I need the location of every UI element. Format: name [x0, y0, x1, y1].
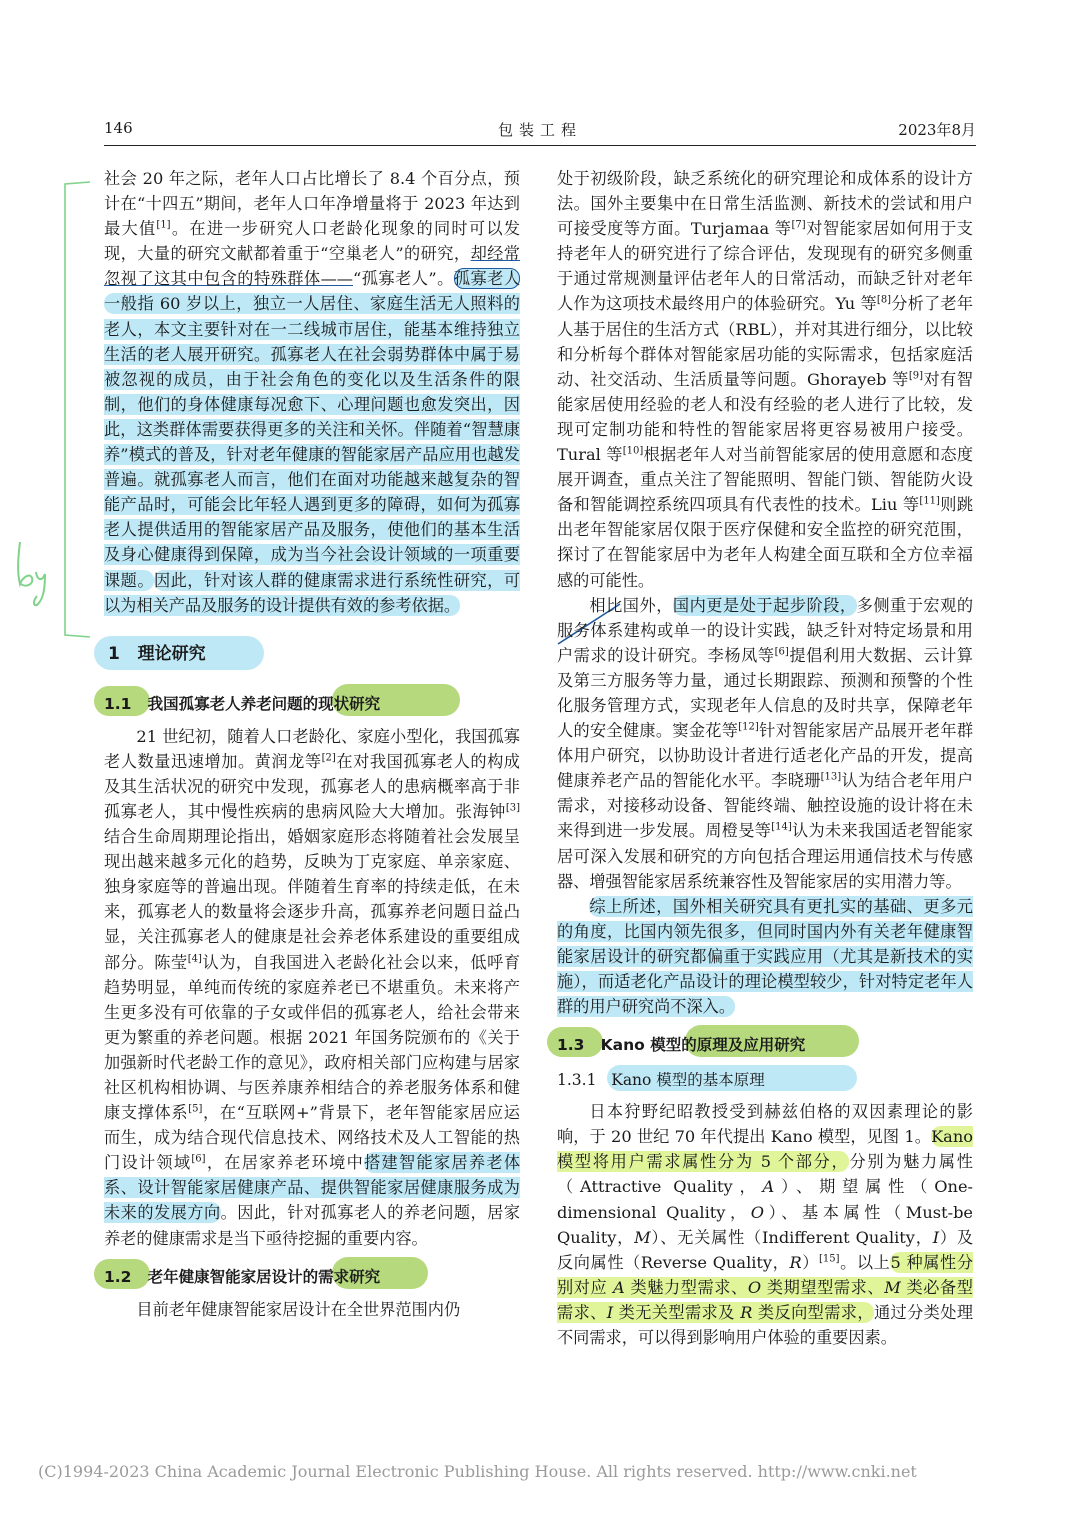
citation: [3] — [505, 802, 520, 814]
page-number: 146 — [104, 119, 133, 137]
highlighted-phrase: Kano 模型将用户需求属性分为 5 个部分， — [557, 1127, 973, 1172]
citation: [9] — [908, 370, 923, 382]
page-header — [104, 119, 976, 146]
section-heading-1-1: 1.1 我国孤寡老人养老问题的现状研究 — [104, 684, 520, 714]
issue-date: 2023年8月 — [898, 121, 976, 139]
citation: [6] — [191, 1153, 206, 1165]
highlighted-sentence: 因此，针对该人群的健康需求进行系统性研究，可以为相关产品及服务的设计提供有效的参考依据。 — [104, 570, 521, 615]
copyright-footer: (C)1994-2023 China Academic Journal Electronic Publishing House. All rights reserved. http://www.cnki.net — [38, 1462, 917, 1481]
highlighted-sentence: 综上所述，国外相关研究具有更扎实的基础、更多元的角度，比国内领先很多，但同时国内外有关老年健康智能家居设计的研究都偏重于实践应用（尤其是新技术的实施），而适老化产品设计的理论模型较少，针对特定老年人群的用户研究尚不深入。 — [557, 896, 973, 1017]
citation: [11] — [919, 495, 940, 507]
highlighted-sentence: 搭建智能家居养老体系、设计智能家居健康产品、提供智能家居健康服务成为未来的发展方向 — [104, 1153, 521, 1223]
section-heading-1-3: 1.3 Kano 模型的原理及应用研究 — [557, 1025, 973, 1055]
citation: [4] — [187, 953, 202, 965]
section-heading-1-2: 1.2 老年健康智能家居设计的需求研究 — [104, 1257, 520, 1287]
paragraph: 相比国外，国内更是处于起步阶段，多侧重于宏观的服务体系建构或单一的设计实践，缺乏针对特定场景和用户需求的设计研究。李杨凤等[6]提倡利用大数据、云计算及第三方服务等力量，通过长期跟踪、预测和预警的个性化服务管理方式，实现老年人信息的及时共享，保障老年人的安全健康。窦金花等[12]针对智能家居产品展开老年群体用户研究，以协助设计者进行适老化产品的开发，提高健康养老产品的智能化水平。李晓珊[13]认为结合老年用户需求，对接移动设备、智能终端、触控设施的设计将在未来得到进一步发展。周橙旻等[14]认为未来我国适老智能家居可深入发展和研究的方向包括合理运用通信技术与传感器、增强智能家居系统兼容性及智能家居的实用潜力等。 — [557, 595, 974, 891]
citation: [2] — [321, 752, 336, 764]
boxed-term: 孤寡老人 — [453, 269, 521, 289]
paragraph: 21 世纪初，随着人口老龄化、家庭小型化，我国孤寡老人数量迅速增加。黄润龙等[2]在对我国孤寡老人的构成及其生活状况的研究中发现，孤寡老人的患病概率高于非孤寡老人，其中慢性疾病的患病风险大大增加。张海钟[3]结合生命周期理论指出，婚姻家庭形态将随着社会发展呈现出越来越多元化的趋势，反映为丁克家庭、单亲家庭、独身家庭等的普遍出现。伴随着生育率的持续走低，在未来，孤寡老人的数量将会逐步升高，孤寡养老问题日益凸显，关注孤寡老人的健康是社会养老体系建设的重要组成部分。陈莹[4]认为，自我国进入老龄化社会以来，低呼育趋势明显，单纯而传统的家庭养老已不堪重负。未来将产生更多没有可依靠的子女或伴侣的孤寡老人，给社会带来更为繁重的养老问题。根据 2021 年国务院颁布的《关于加强新时代老龄工作的意见》，政府相关部门应构建与居家社区机构相协调、与医养康养相结合的养老服务体系和健康支撑体系[5]，在“互联网+”背景下，老年智能家居应运而生，成为结合现代信息技术、网络技术及人工智能的热门设计领域[6]，在居家养老环境中搭建智能家居养老体系、设计智能家居健康产品、提供智能家居健康服务成为未来的发展方向。因此，针对孤寡老人的养老问题，居家养老的健康需求是当下亟待挖掘的重要内容。 — [104, 726, 521, 1248]
citation: [8] — [876, 295, 892, 307]
citation: [7] — [791, 219, 806, 231]
handwritten-bracket-annotation — [62, 180, 92, 640]
highlighted-phrase: 国内更是处于起步阶段， — [672, 595, 857, 615]
right-column — [557, 166, 973, 1350]
citation: [13] — [820, 771, 842, 783]
citation: [5] — [188, 1103, 203, 1115]
paragraph: 处于初级阶段，缺乏系统化的研究理论和成体系的设计方法。国外主要集中在日常生活监测、新技术的尝试和用户可接受度等方面。Turjamaa 等[7]对智能家居如何用于支持老年人的研究进行了综合评估，发现现有的研究多侧重于通过常规测量评估老年人的日常活动，而缺乏针对老年人作为这项技术最终用户的体验研究。Yu 等[8]分析了老年人基于居住的生活方式（RBL），并对其进行细分，以比较和分析每个群体对智能家居功能的实际需求，包括家庭活动、社交活动、生活质量等问题。Ghorayeb 等[9]对有智能家居使用经验的老人和没有经验的老人进行了比较，发现可定制功能和特性的智能家居将更容易被用户接受。Tural 等[10]根据老年人对当前智能家居的使用意愿和态度展开调查，重点关注了智能照明、智能门锁、智能防火设备和智能调控系统四项具有代表性的技术。Liu 等[11]则跳出老年智能家居仅限于医疗保健和安全监控的研究范围，探讨了在智能家居中为老年人构建全面互联和全方位幸福感的可能性。 — [557, 169, 974, 590]
citation: [10] — [622, 445, 644, 457]
citation: [12] — [738, 721, 759, 733]
paragraph — [557, 894, 973, 1019]
highlighted-sentence: 5 种属性分别对应 A 类魅力型需求、O 类期望型需求、M 类必备型需求、I 类无关型需求及 R 类反向型需求， — [557, 1252, 974, 1322]
paragraph: 目前老年健康智能家居设计在全世界范围内仍 — [136, 1299, 461, 1319]
left-column — [104, 166, 520, 1322]
section-heading-1: 1 理论研究 — [104, 636, 520, 672]
paragraph: 日本狩野纪昭教授受到赫兹伯格的双因素理论的影响，于 20 世纪 70 年代提出 Kano 模型，见图 1。Kano 模型将用户需求属性分为 5 个部分，分别为魅力属性（Attractive Quality，A）、期望属性（One-dimensional Quality，O）、基本属性（Must-be Quality，M）、无关属性（Indifferent Quality，I）及反向属性（Reverse Quality，R）[15]。以上5 种属性分别对应 A 类魅力型需求、O 类期望型需求、M 类必备型需求、I 类无关型需求及 R 类反向型需求，通过分类处理不同需求，可以得到影响用户体验的重要因素。 — [557, 1102, 974, 1348]
citation: [15] — [819, 1253, 840, 1265]
section-heading-1-3-1: 1.3.1 Kano 模型的基本原理 — [557, 1065, 973, 1093]
citation: [1] — [156, 219, 171, 231]
handwritten-by-annotation — [14, 538, 58, 610]
citation: [6] — [774, 646, 789, 658]
citation: [14] — [771, 822, 792, 834]
journal-name: 包装工程 — [497, 121, 582, 139]
paragraph: 社会 20 年之际，老年人口占比增长了 8.4 个百分点，预计在“十四五”期间，老年人口年净增量将于 2023 年达到最大值[1]。在进一步研究人口老龄化现象的同时可以发现，大量的研究文献都着重于“空巢老人”的研究，却经常忽视了这其中包含的特殊群体——“孤寡老人”。孤寡老人一般指 60 岁以上，独立一人居住、家庭生活无人照料的老人，本文主要针对在一二线城市居住，能基本维持独立生活的老人展开研究。孤寡老人在社会弱势群体中属于易被忽视的成员，由于社会角色的变化以及生活条件的限制，他们的身体健康每况愈下、心理问题也愈发突出，因此，这类群体需要获得更多的关注和关怀。伴随着“智慧康养”模式的普及，针对老年健康的智能家居产品应用也越发普遍。就孤寡老人而言，他们在面对功能越来越复杂的智能产品时，可能会比年轻人遇到更多的障碍，如何为孤寡老人提供适用的智能家居产品及服务，使他们的基本生活及身心健康得到保障，成为当今社会设计领域的一项重要课题。因此，针对该人群的健康需求进行系统性研究，可以为相关产品及服务的设计提供有效的参考依据。 — [104, 169, 521, 615]
